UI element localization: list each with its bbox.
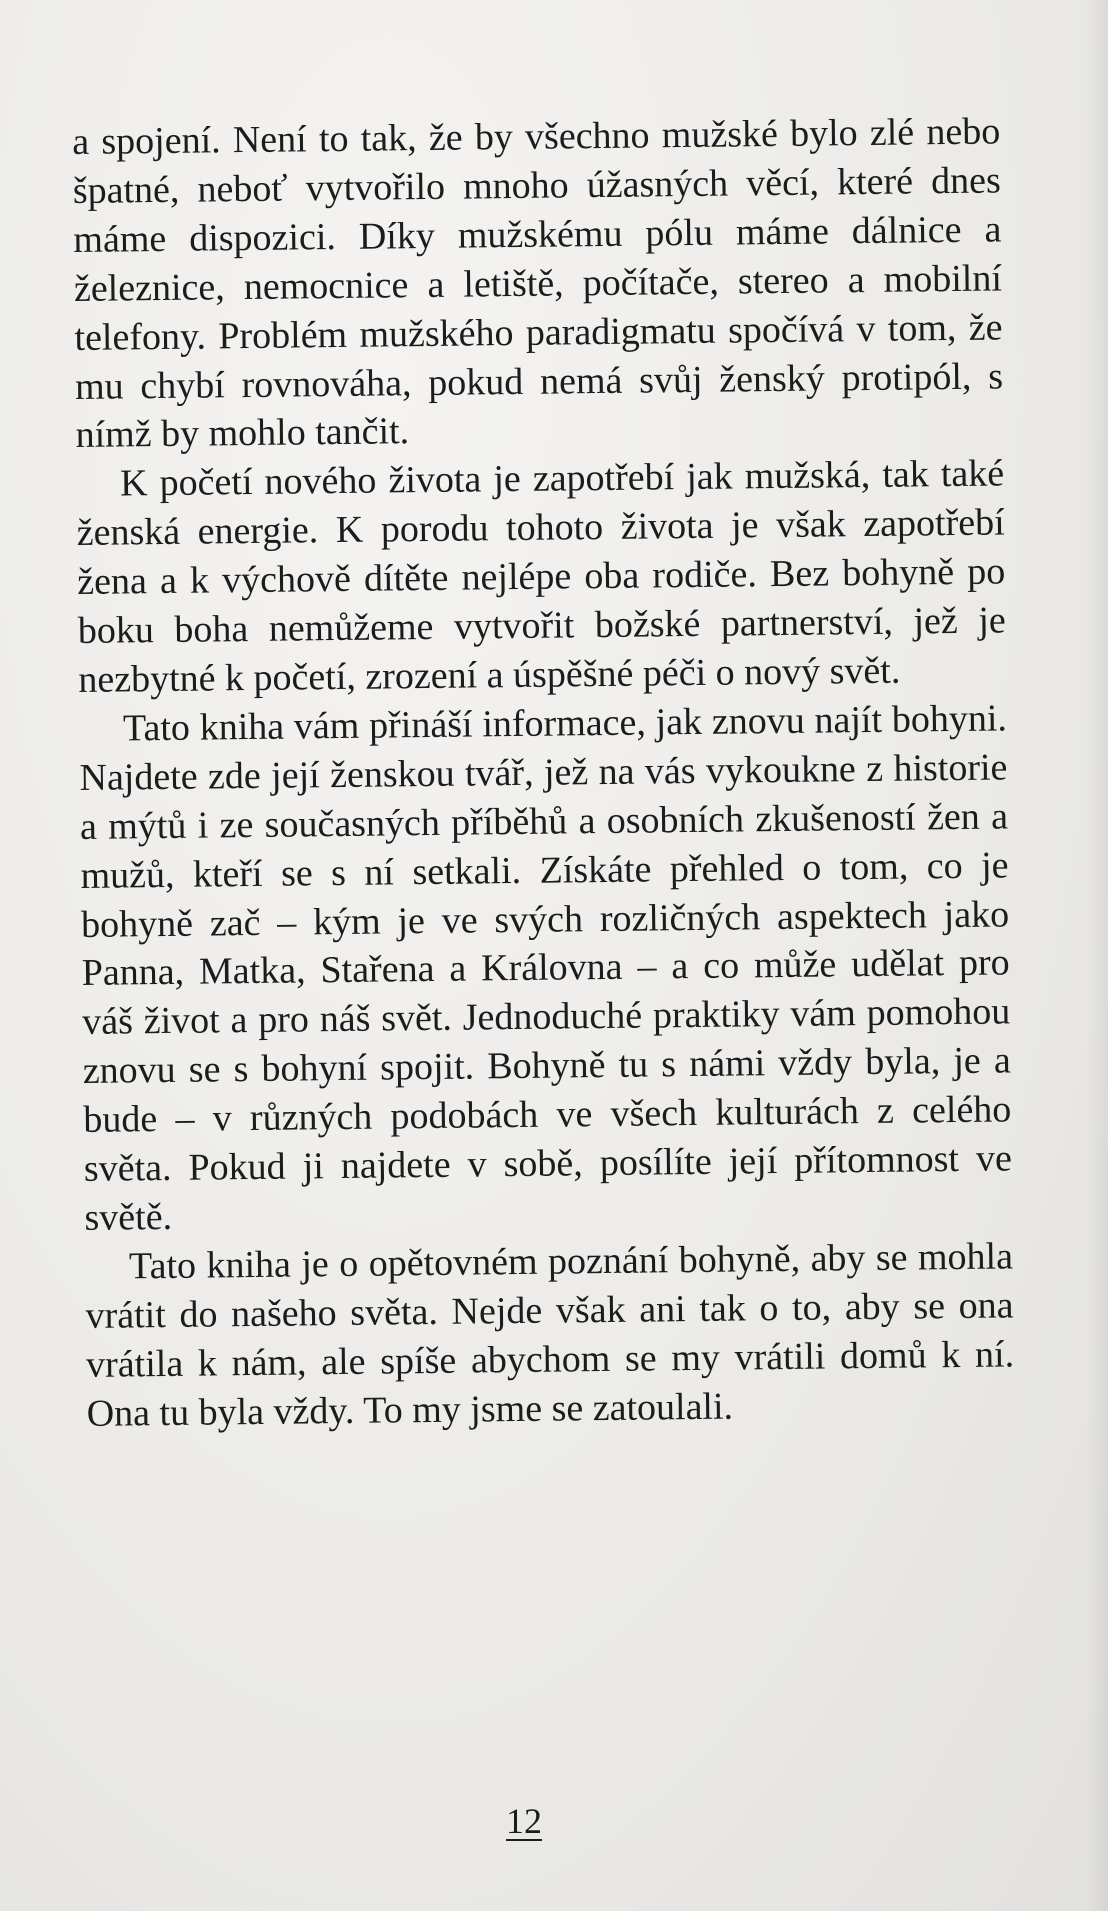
paragraph-2: K početí nového života je zapotřebí jak mužská, tak také ženská energie. K porodu tohoto života je však zapotřebí žena a k výchově dítěte nejlépe oba rodiče. Bez bohyně po boku boha nemůžeme vytvořit božské partnerství, jež je nezbytné k početí, zrození a úspěšné péči o nový svět. bbox=[76, 452, 1006, 701]
page-edge-shadow bbox=[1086, 0, 1108, 1911]
page-number: 12 bbox=[506, 1801, 542, 1841]
paragraph-3: Tato kniha vám přináší informace, jak znovu najít bohyni. Najdete zde její ženskou tvář, jež na vás vykoukne z historie a mýtů i ze současných příběhů a osobních zkušeností žen a mužů, kteří se s ní setkali. Získáte přehled o tom, co je bohyně zač – kým je ve svých rozličných aspektech jako Panna, Matka, Stařena a Královna – a co může udělat pro váš život a pro náš svět. Jednoduché praktiky vám pomohou znovu se s bohyní spojit. Bohyně tu s námi vždy byla, je a bude – v různých podobách ve všech kulturách z celého světa. Pokud ji najdete v sobě, posílíte její přítomnost ve světě. bbox=[79, 697, 1013, 1239]
paragraph-1: a spojení. Není to tak, že by všechno mužské bylo zlé nebo špatné, neboť vytvořilo mnoho úžasných věcí, které dnes máme dispozici. Díky mužskému pólu máme dálnice a železnice, nemocnice a letiště, počítače, stereo a mobilní telefony. Problém mužského paradigmatu spočívá v tom, že mu chybí rovnováha, pokud nemá svůj ženský protipól, s nímž by mohlo tančit. bbox=[72, 110, 1004, 457]
paragraph-4: Tato kniha je o opětovném poznání bohyně, aby se mohla vrátit do našeho světa. Nejde však ani tak o to, aby se ona vrátila k nám, ale spíše abychom se my vrátili domů k ní. Ona tu byla vždy. To my jsme se zatoulali. bbox=[85, 1235, 1015, 1435]
body-text bbox=[72, 107, 1015, 1438]
